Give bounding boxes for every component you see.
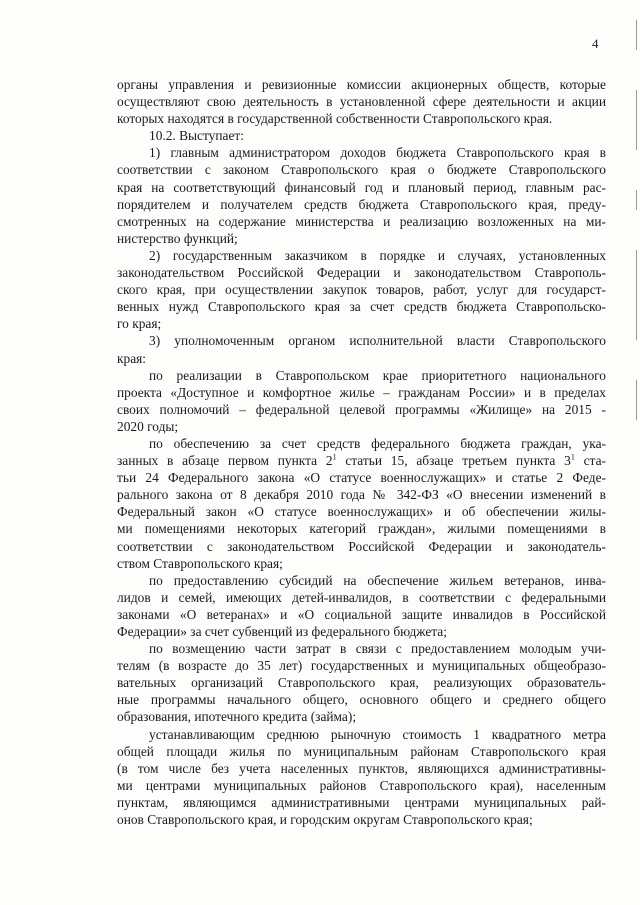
text-line: онов Ставропольского края, и городским округам Ставропольского края; — [117, 812, 533, 828]
text-line: порядителем и получателем средств бюджета Ставропольского края, преду- — [117, 196, 606, 212]
text-line: края: — [117, 350, 147, 366]
text-line: проекта «Доступное и комфортное жилье – гражданам России» и в пределах — [117, 384, 606, 400]
text-line: соответствии с законом Ставропольского края о бюджете Ставропольского — [117, 162, 606, 178]
text-line: 10.2. Выступает: — [149, 128, 244, 144]
text-line: Федеральный закон «О статусе военнослужащих» и об обеспечении жилы- — [117, 504, 606, 520]
text-line: телям (в возрасте до 35 лет) государственных и муниципальных общеобразо- — [117, 658, 606, 674]
text-line: нистерство функций; — [117, 230, 238, 246]
text-line: 3) уполномоченным органом исполнительной власти Ставропольского — [149, 333, 606, 349]
text-line: законодательством Российской Федерации и законодательством Ставрополь- — [117, 265, 606, 281]
text-line: Федерации» за счет субвенций из федерального бюджета; — [117, 624, 447, 639]
text-line: вательных организаций Ставропольского края, реализующих образователь- — [117, 675, 606, 691]
text-line: законами «О ветеранах» и «О социальной защите инвалидов в Российской — [117, 606, 606, 622]
text-line: по реализации в Ставропольском крае приоритетного национального — [149, 367, 606, 383]
text-line: по предоставлению субсидий на обеспечение жильем ветеранов, инва- — [149, 572, 606, 588]
text-line: осуществляют свою деятельность в установленной сфере деятельности и акции — [117, 94, 606, 110]
text-line: ми центрами муниципальных районов Ставропольского края), населенным — [117, 777, 606, 793]
text-line: органы управления и ревизионные комиссии акционерных обществ, которые — [117, 77, 606, 92]
text-line: ные программы начального общего, основного общего и среднего общего — [117, 692, 606, 708]
text-line: по обеспечению за счет средств федерального бюджета граждан, ука- — [149, 435, 606, 451]
text-line: которых находятся в государственной собственности Ставропольского края. — [117, 111, 553, 127]
text-line: 2020 годы; — [117, 418, 179, 434]
text-line: го края; — [117, 316, 162, 332]
text-line: рального закона от 8 декабря 2010 года № 342-ФЗ «О внесении изменений в — [117, 487, 606, 503]
text-line: образования, ипотечного кредита (займа); — [117, 709, 357, 725]
text-line: края на соответствующий финансовый год и плановый период, главным рас- — [117, 179, 606, 195]
text-line: своих полномочий – федеральной целевой программы «Жилище» на 2015 - — [117, 401, 606, 417]
text-line: лидов и семей, имеющих детей-инвалидов, в соответствии с федеральными — [117, 589, 606, 605]
text-line: венных нужд Ставропольского края за счет средств бюджета Ставропольско- — [117, 299, 606, 315]
text-line: тьи 24 Федерального закона «О статусе военнослужащих» и статье 2 Феде- — [117, 470, 606, 486]
text-line: по возмещению части затрат в связи с предоставлением молодым учи- — [149, 641, 606, 657]
scan-edge-marks — [636, 20, 638, 880]
text-line: пунктам, являющимся административными центрами муниципальных рай- — [117, 794, 606, 810]
text-line: занных в абзаце первом пункта $2^1$ статьи 15, абзаце третьем пункта $3^1$ ста- — [117, 452, 606, 469]
text-line: соответствии с законодательством Российской Федерации и законодатель- — [117, 538, 606, 554]
text-line: смотренных на содержание министерства и реализацию возложенных на ми- — [117, 213, 606, 229]
text-line: ми помещениями некоторых категорий граждан», жилыми помещениями в — [117, 521, 606, 537]
text-line: ством Ставропольского края; — [117, 555, 283, 571]
page-number: 4 — [592, 36, 599, 51]
text-line: 2) государственным заказчиком в порядке и случаях, установленных — [149, 247, 606, 263]
text-line: общей площади жилья по муниципальным районам Ставропольского края — [117, 743, 606, 759]
document-body-text — [117, 76, 606, 828]
text-line: устанавливающим среднюю рыночную стоимость 1 квадратного метра — [149, 726, 606, 742]
text-line: 1) главным администратором доходов бюджета Ставропольского края в — [149, 145, 606, 161]
text-line: ского края, при осуществлении закупок товаров, работ, услуг для государст- — [117, 282, 606, 298]
text-line: (в том числе без учета населенных пунктов, являющихся административны- — [117, 760, 606, 776]
